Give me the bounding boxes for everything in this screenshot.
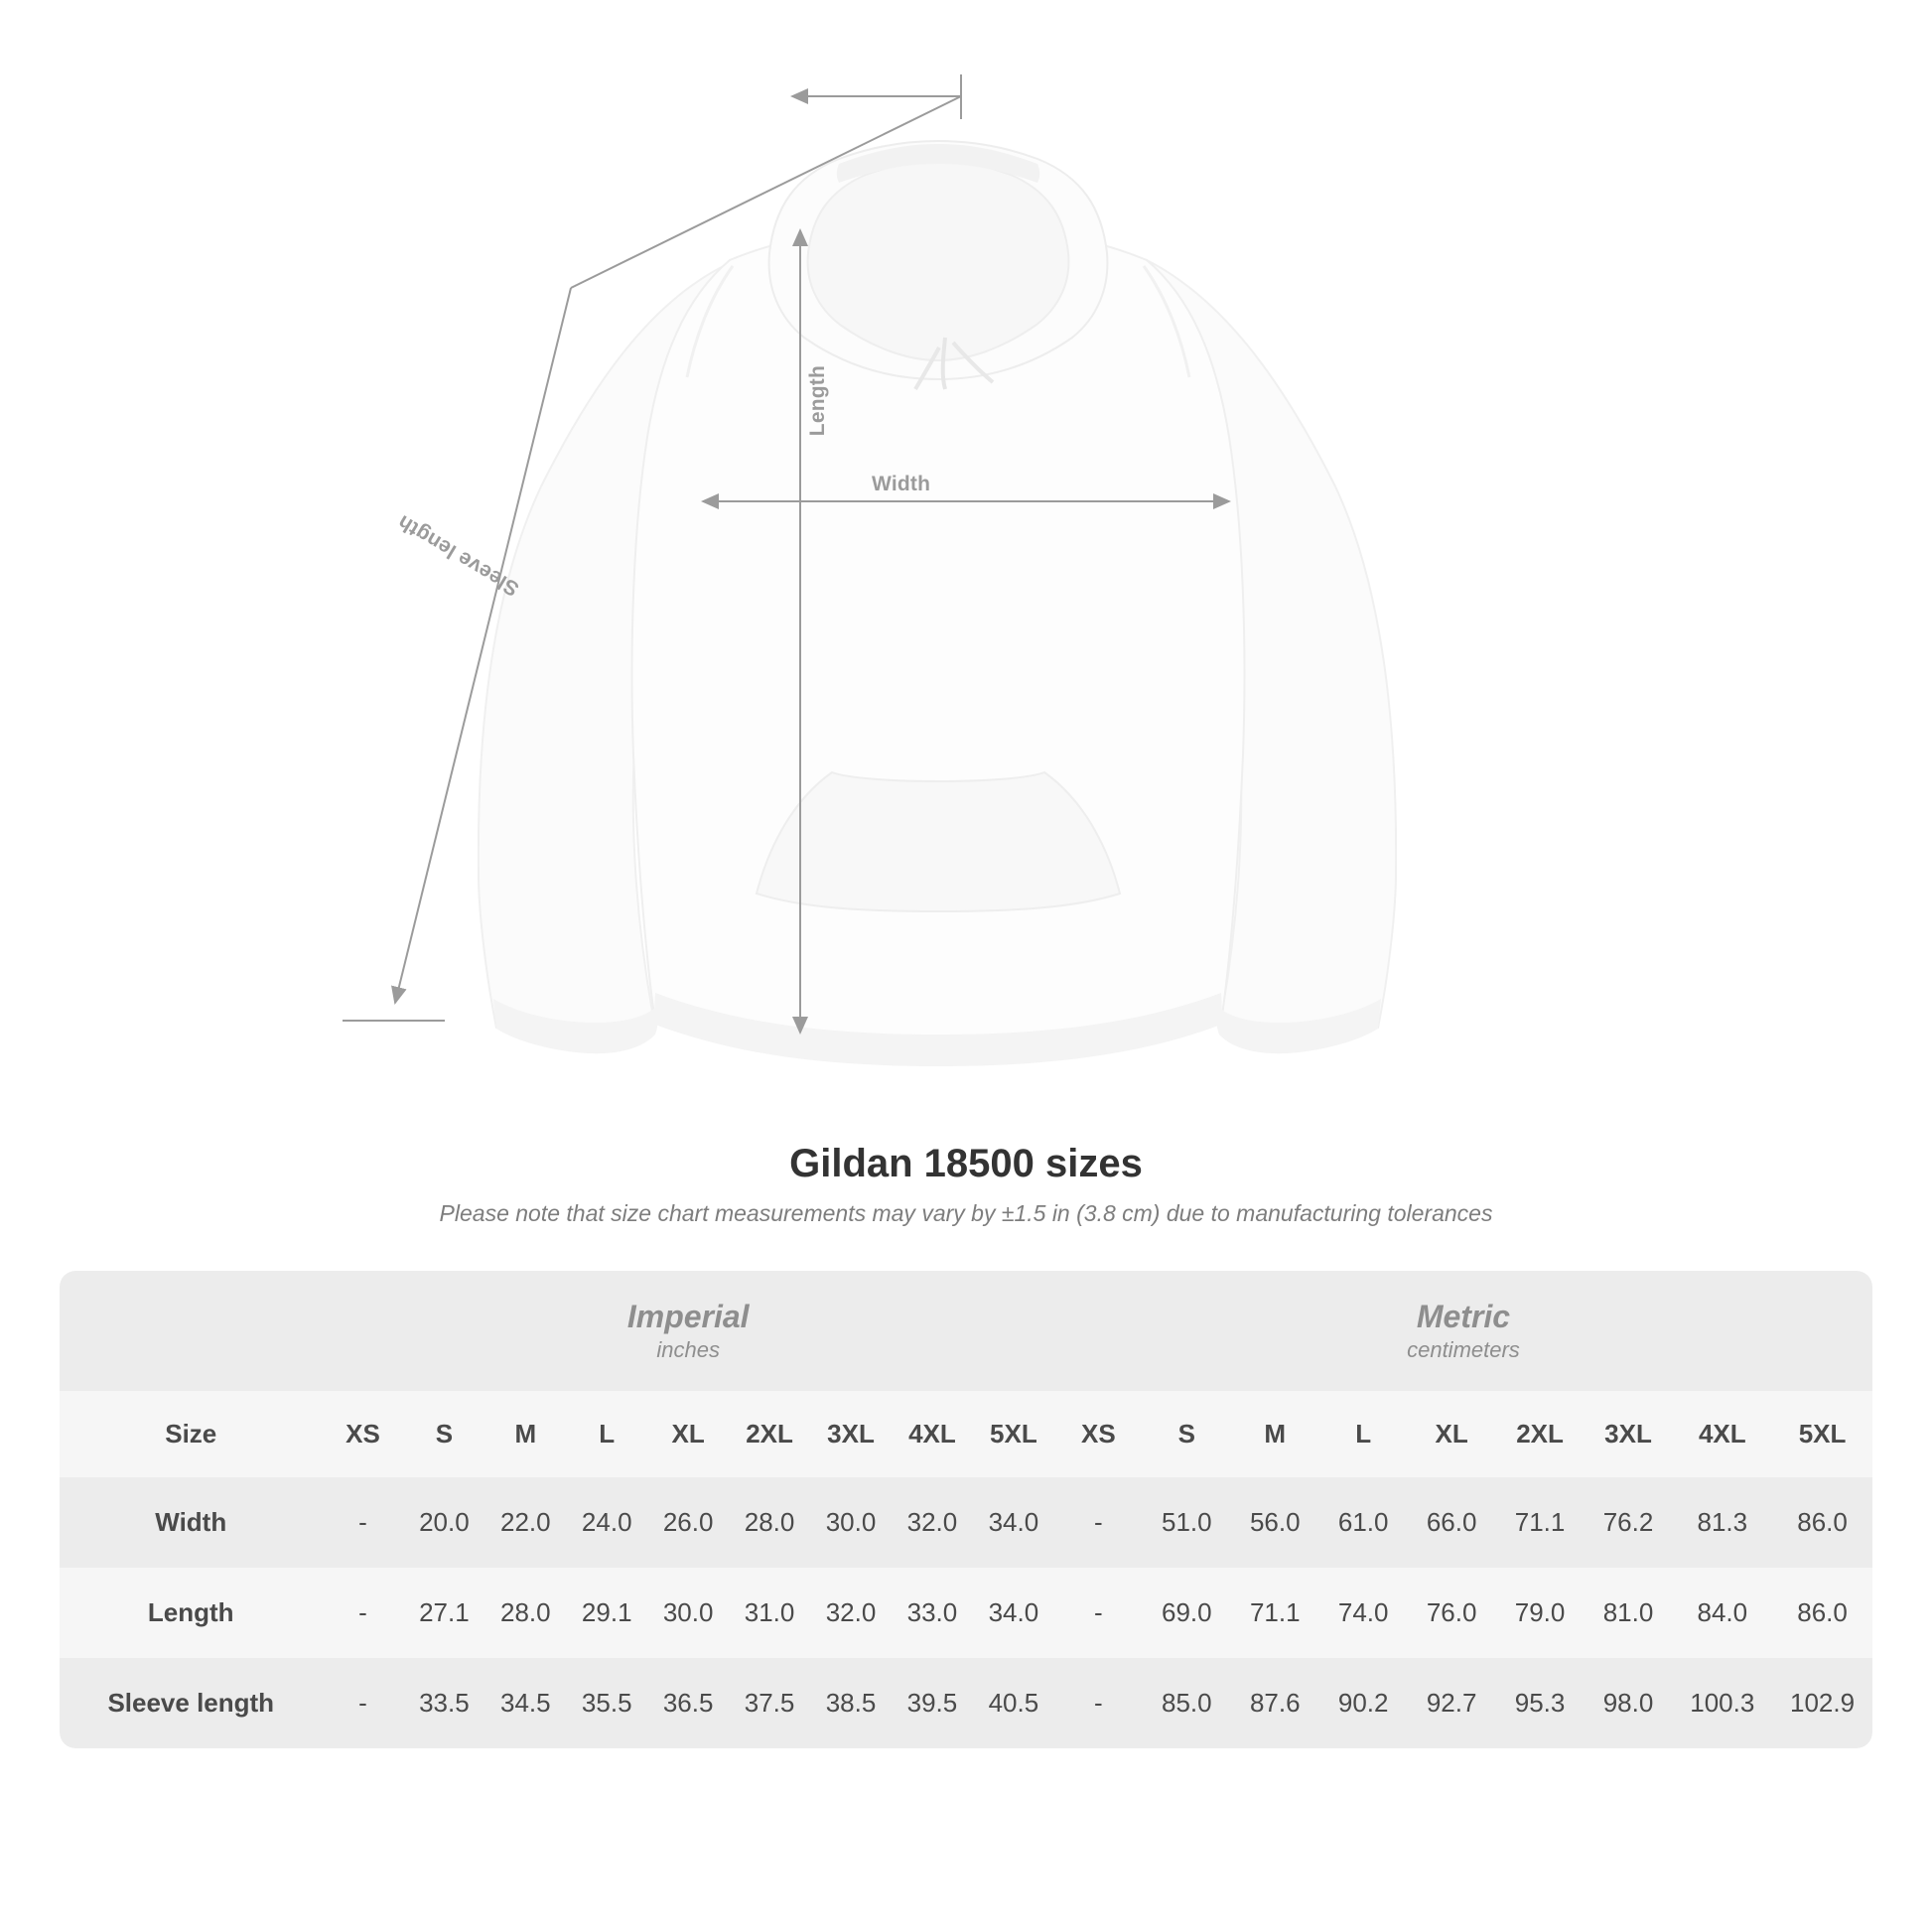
cell-sleeve-imperial-5xl: 40.5 [973, 1658, 1054, 1748]
cell-length-metric-s: 69.0 [1143, 1568, 1231, 1658]
cell-length-imperial-3xl: 32.0 [810, 1568, 892, 1658]
size-header-imperial-5xl: 5XL [973, 1391, 1054, 1477]
cell-length-imperial-m: 28.0 [484, 1568, 566, 1658]
size-header-metric-xl: XL [1408, 1391, 1496, 1477]
size-header-metric-l: L [1319, 1391, 1408, 1477]
cell-length-imperial-5xl: 34.0 [973, 1568, 1054, 1658]
metric-unit-name: Metric [1416, 1299, 1511, 1334]
size-header-imperial-l: L [566, 1391, 647, 1477]
cell-length-metric-4xl: 84.0 [1672, 1568, 1772, 1658]
size-header-metric-s: S [1143, 1391, 1231, 1477]
size-header-metric-5xl: 5XL [1772, 1391, 1872, 1477]
cell-sleeve-imperial-3xl: 38.5 [810, 1658, 892, 1748]
cell-sleeve-imperial-l: 35.5 [566, 1658, 647, 1748]
size-header-imperial-3xl: 3XL [810, 1391, 892, 1477]
cell-sleeve-imperial-4xl: 39.5 [892, 1658, 973, 1748]
size-header-metric-4xl: 4XL [1672, 1391, 1772, 1477]
cell-width-metric-xs: - [1054, 1477, 1143, 1568]
cell-width-imperial-s: 20.0 [403, 1477, 484, 1568]
imperial-unit-name: Imperial [626, 1299, 750, 1334]
cell-length-metric-xs: - [1054, 1568, 1143, 1658]
size-header-imperial-2xl: 2XL [729, 1391, 810, 1477]
cell-length-imperial-xl: 30.0 [647, 1568, 729, 1658]
cell-length-imperial-2xl: 31.0 [729, 1568, 810, 1658]
size-header-label: Size [60, 1391, 323, 1477]
cell-sleeve-metric-5xl: 102.9 [1772, 1658, 1872, 1748]
cell-sleeve-metric-s: 85.0 [1143, 1658, 1231, 1748]
cell-length-imperial-xs: - [323, 1568, 404, 1658]
cell-sleeve-imperial-xs: - [323, 1658, 404, 1748]
cell-width-imperial-2xl: 28.0 [729, 1477, 810, 1568]
cell-width-metric-s: 51.0 [1143, 1477, 1231, 1568]
unit-header-row [60, 1271, 1872, 1391]
cell-width-metric-xl: 66.0 [1408, 1477, 1496, 1568]
size-table [60, 1271, 1872, 1748]
cell-sleeve-metric-4xl: 100.3 [1672, 1658, 1772, 1748]
cell-sleeve-metric-2xl: 95.3 [1496, 1658, 1585, 1748]
cell-sleeve-metric-l: 90.2 [1319, 1658, 1408, 1748]
size-header-imperial-xl: XL [647, 1391, 729, 1477]
cell-length-metric-xl: 76.0 [1408, 1568, 1496, 1658]
cell-length-metric-l: 74.0 [1319, 1568, 1408, 1658]
cell-sleeve-metric-3xl: 98.0 [1585, 1658, 1673, 1748]
title-block [0, 1142, 1932, 1227]
cell-length-imperial-l: 29.1 [566, 1568, 647, 1658]
length-dimension-label: Length [806, 365, 829, 437]
unit-header-spacer [60, 1271, 323, 1391]
size-header-metric-3xl: 3XL [1585, 1391, 1673, 1477]
cell-sleeve-metric-xl: 92.7 [1408, 1658, 1496, 1748]
cell-width-imperial-m: 22.0 [484, 1477, 566, 1568]
table-row [60, 1658, 1872, 1748]
metric-unit-header [1054, 1271, 1872, 1391]
cell-width-metric-5xl: 86.0 [1772, 1477, 1872, 1568]
cell-width-metric-4xl: 81.3 [1672, 1477, 1772, 1568]
cell-width-metric-2xl: 71.1 [1496, 1477, 1585, 1568]
cell-width-imperial-4xl: 32.0 [892, 1477, 973, 1568]
row-label-width: Width [60, 1477, 323, 1568]
cell-width-metric-l: 61.0 [1319, 1477, 1408, 1568]
cell-sleeve-imperial-2xl: 37.5 [729, 1658, 810, 1748]
tolerance-note: Please note that size chart measurements may vary by ±1.5 in (3.8 cm) due to manufacturing tolerances [439, 1200, 1493, 1226]
cell-length-imperial-4xl: 33.0 [892, 1568, 973, 1658]
cell-length-metric-3xl: 81.0 [1585, 1568, 1673, 1658]
metric-unit-sub: centimeters [1407, 1337, 1520, 1362]
cell-width-imperial-l: 24.0 [566, 1477, 647, 1568]
cell-width-imperial-3xl: 30.0 [810, 1477, 892, 1568]
size-header-imperial-m: M [484, 1391, 566, 1477]
row-label-length: Length [60, 1568, 323, 1658]
size-header-imperial-s: S [403, 1391, 484, 1477]
cell-width-metric-3xl: 76.2 [1585, 1477, 1673, 1568]
table-row [60, 1477, 1872, 1568]
cell-width-imperial-xl: 26.0 [647, 1477, 729, 1568]
cell-sleeve-metric-xs: - [1054, 1658, 1143, 1748]
chart-title: Gildan 18500 sizes [789, 1142, 1143, 1185]
size-header-imperial-4xl: 4XL [892, 1391, 973, 1477]
imperial-unit-header [323, 1271, 1054, 1391]
cell-length-metric-5xl: 86.0 [1772, 1568, 1872, 1658]
table-row [60, 1568, 1872, 1658]
hoodie-shape [479, 141, 1396, 1066]
cell-sleeve-metric-m: 87.6 [1231, 1658, 1319, 1748]
size-table-wrapper [60, 1271, 1872, 1748]
cell-sleeve-imperial-s: 33.5 [403, 1658, 484, 1748]
cell-length-imperial-s: 27.1 [403, 1568, 484, 1658]
size-header-metric-m: M [1231, 1391, 1319, 1477]
sleeve-length-dimension-text: Sleeve length [393, 510, 523, 601]
cell-length-metric-2xl: 79.0 [1496, 1568, 1585, 1658]
imperial-unit-sub: inches [656, 1337, 720, 1362]
size-header-row [60, 1391, 1872, 1477]
cell-sleeve-imperial-xl: 36.5 [647, 1658, 729, 1748]
size-header-metric-xs: XS [1054, 1391, 1143, 1477]
size-header-imperial-xs: XS [323, 1391, 404, 1477]
cell-sleeve-imperial-m: 34.5 [484, 1658, 566, 1748]
row-label-sleeve-length: Sleeve length [60, 1658, 323, 1748]
cell-width-imperial-xs: - [323, 1477, 404, 1568]
cell-length-metric-m: 71.1 [1231, 1568, 1319, 1658]
size-header-metric-2xl: 2XL [1496, 1391, 1585, 1477]
width-dimension-label: Width [872, 473, 931, 495]
cell-width-imperial-5xl: 34.0 [973, 1477, 1054, 1568]
cell-width-metric-m: 56.0 [1231, 1477, 1319, 1568]
